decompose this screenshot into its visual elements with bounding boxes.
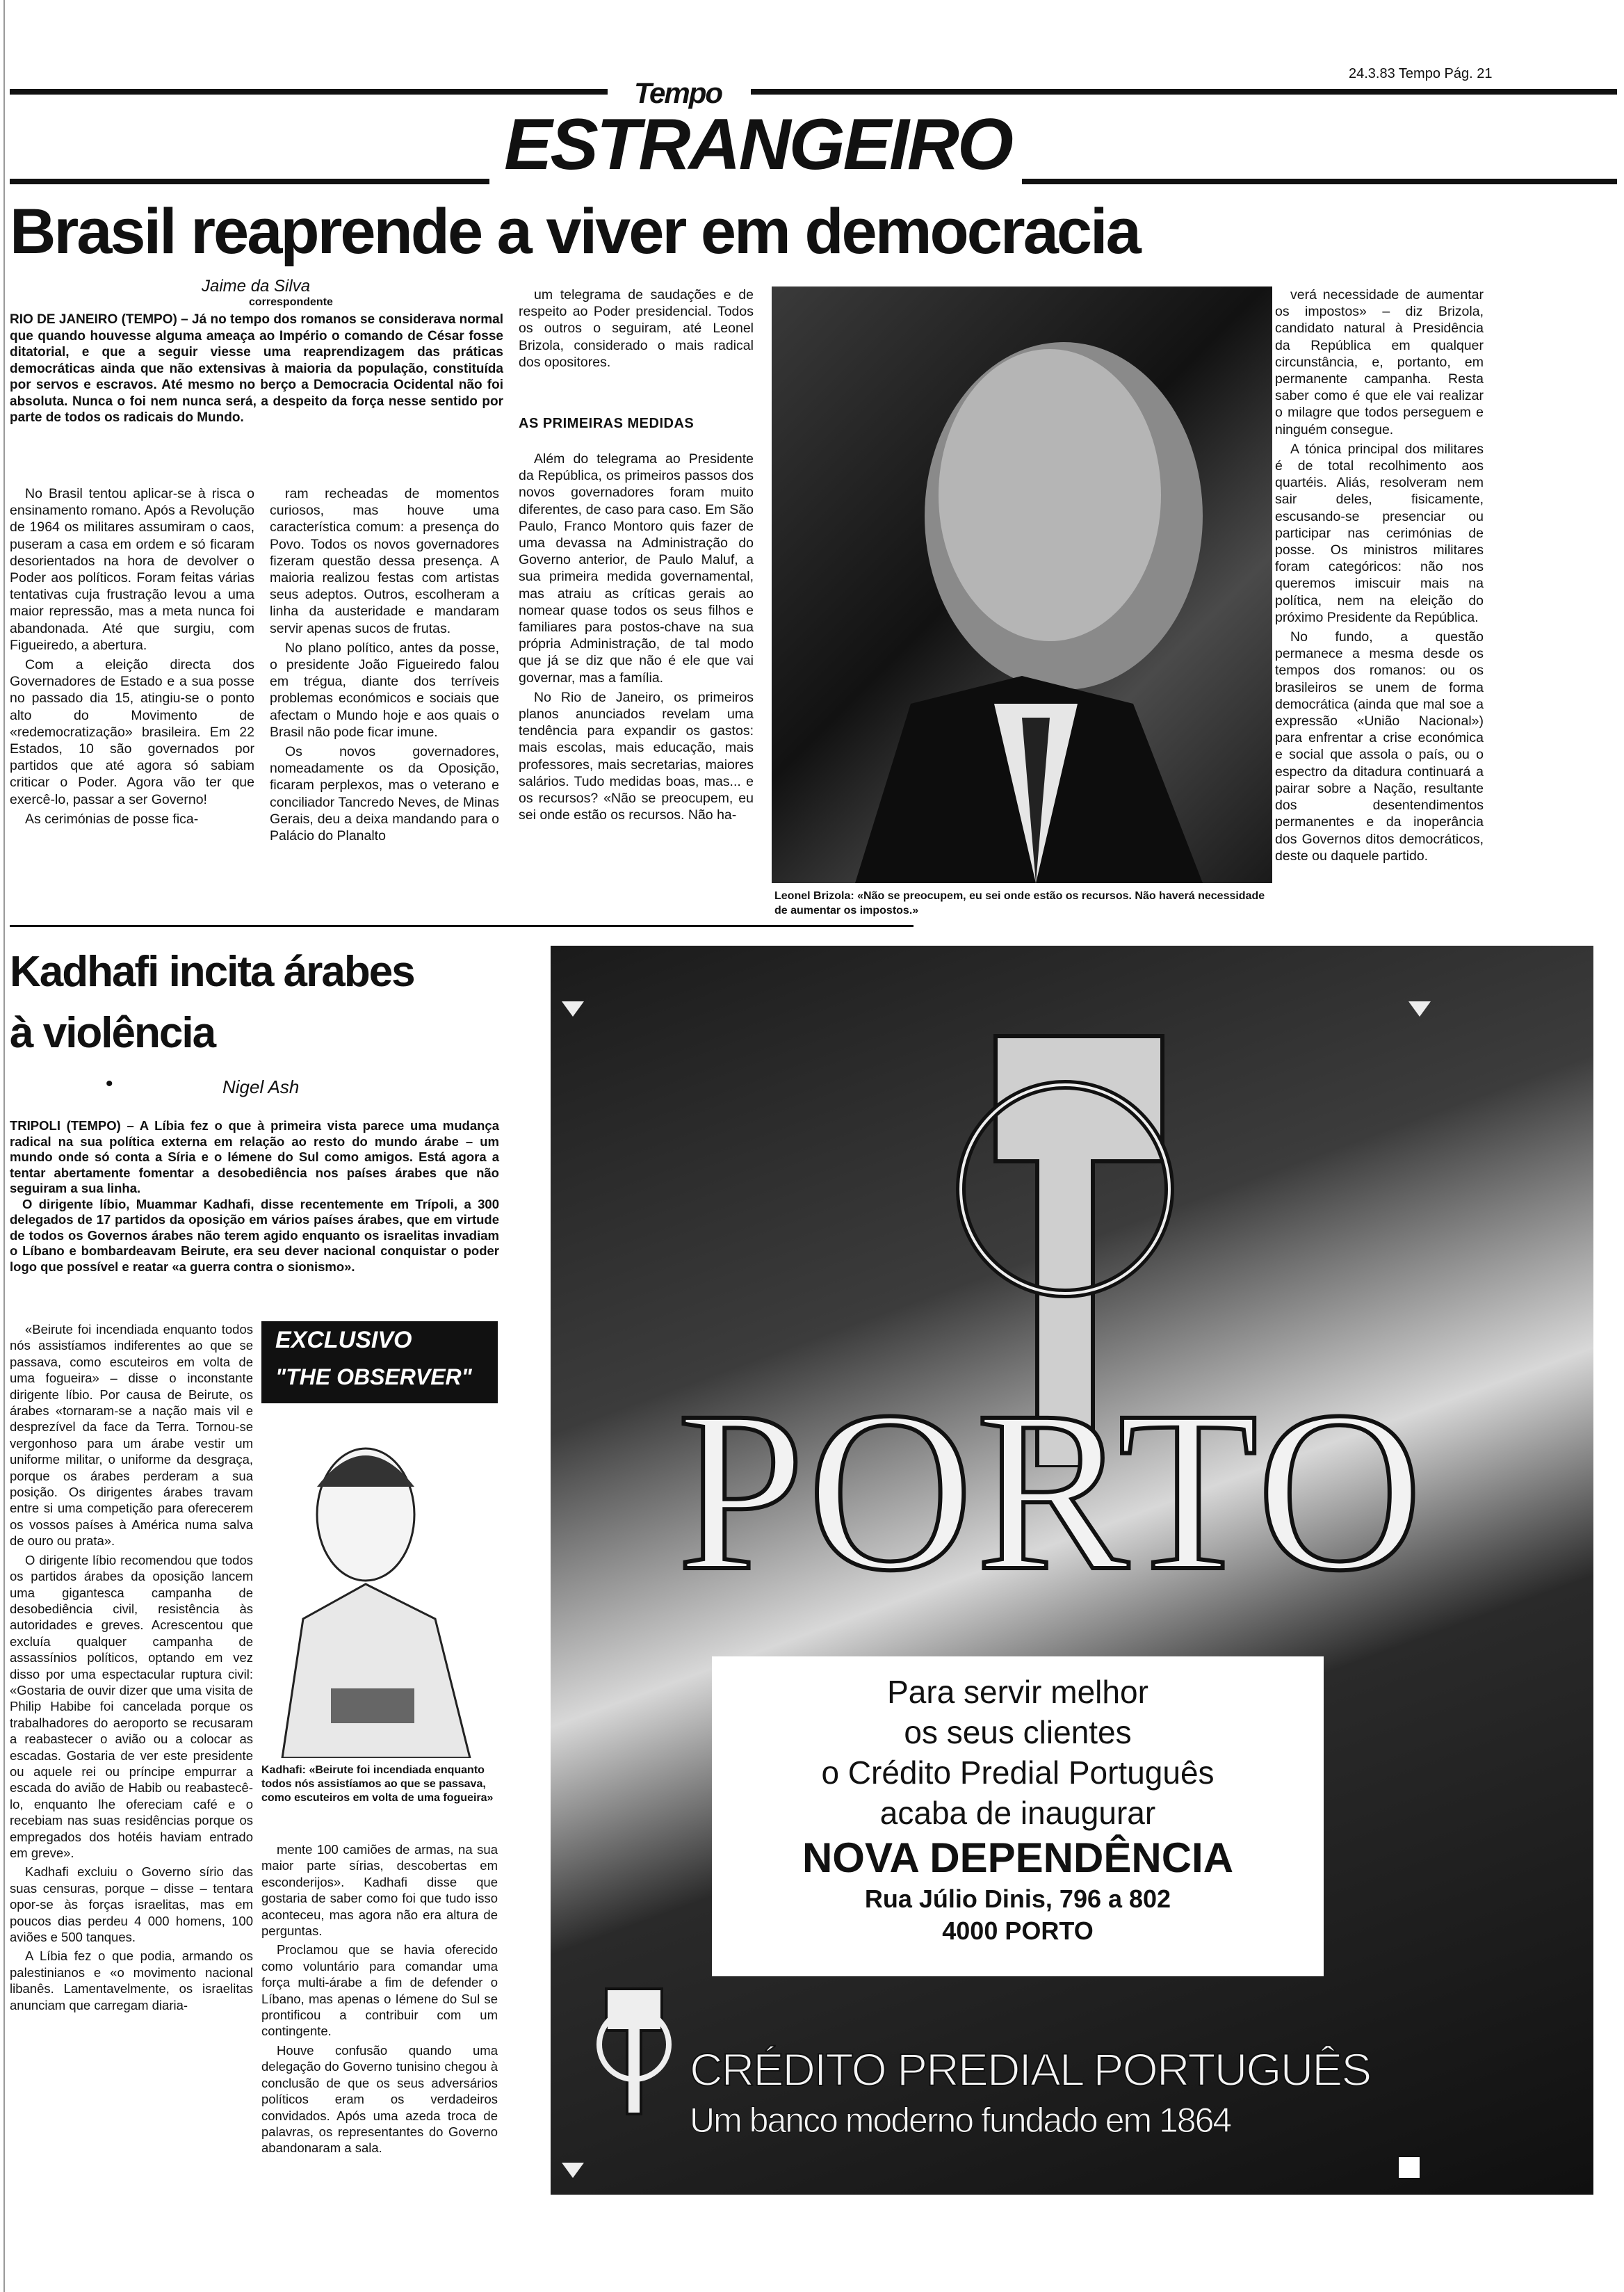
article1-column-1	[10, 485, 254, 830]
ad-corner-marker-tr	[1408, 1001, 1431, 1017]
ad-corner-marker-tl	[562, 1001, 584, 1017]
article2-byline: Nigel Ash	[222, 1076, 300, 1097]
ad-corner-marker-bl	[562, 2163, 584, 2178]
article1-lead	[10, 312, 503, 426]
top-rule-right	[751, 89, 1617, 95]
article2-col1-paragraph: O dirigente líbio recomendou que todos os partidos árabes da oposição lancem uma gigantesca campanha de desobediência civil, resistência às autoridades e greves. Acrescentou que excluía qualquer campanha de assassínios políticos, optando em vez disso por uma espectacular ruptura civil: «Gostaria de ouvir dizer que uma visita de Philip Habibe foi cancelada porque os trabalhadores do aeroporto se recusaram a reabastecer o avião ou a colocar as escadas. Gostaria de ver este presidente ou aquele rei ou príncipe empurrar a escada do avião de Habib ou reabastecê-lo, enquanto lhe ofereciam café e o recebiam nas suas residências porque os empregados dos hotéis haviam entrado em greve».	[10, 1552, 253, 1860]
article1-headline: Brasil reaprende a viver em democracia	[10, 196, 1139, 267]
article1-col2-paragraph: Os novos governadores, nomeadamente os da Oposição, ficaram perplexos, mas o veterano e conciliador Tancredo Neves, de Minas Gerais, deu a deixa mandando para o Palácio do Planalto	[270, 744, 499, 844]
ad-title: PORTO	[676, 1364, 1426, 1618]
article1-col2-paragraph: No plano político, antes da posse, o presidente João Figueiredo falou em trégua, diante dos terríveis problemas económicos e sociais que afectam o Mundo hoje e aos quais o Brasil não pode ficar imune.	[270, 640, 499, 740]
article1-subhead: AS PRIMEIRAS MEDIDAS	[519, 416, 695, 431]
ad-text-line-3: o Crédito Predial Português	[821, 1754, 1215, 1791]
bank-name: CRÉDITO PREDIAL PORTUGUÊS	[690, 2044, 1371, 2095]
article1-col1-paragraph: As cerimónias de posse fica-	[25, 811, 199, 827]
portrait-sketch	[261, 1410, 498, 1758]
article2-col1-paragraph: A Líbia fez o que podia, armando os palestinianos e «o movimento nacional libanês. Lamentavelmente, os israelitas anunciam que carregam diaria-	[10, 1948, 253, 2012]
top-rule-left	[10, 89, 608, 95]
article1-lead-paragraph: RIO DE JANEIRO (TEMPO) – Já no tempo dos romanos se considerava normal que quando houvesse alguma ameaça ao Império o comando de César fosse ditatorial, e que a seguir viesse uma reaprendizagem das práticas democráticas ainda que não extensivas à maioria da população, constituída por servos e escravos. Até mesmo no berço a Democracia Ocidental não foi absoluta. Nunca o foi nem nunca será, a despeito da força nesse sentido por parte de todos os radicais do Mundo.	[10, 312, 503, 425]
the-observer-label: "THE OBSERVER"	[275, 1364, 472, 1389]
article1-column-3-bottom	[519, 451, 754, 826]
section-rule-left	[10, 179, 489, 184]
article1-column-2	[270, 485, 499, 847]
ad-agency-mark-icon	[1397, 2156, 1421, 2179]
ad-container	[551, 946, 1593, 2195]
kadhafi-drawing	[261, 1410, 498, 1758]
article1-col3-paragraph: um telegrama de saudações e de respeito ao Poder presidencial. Todos os outros o seguiram, até Leonel Brizola, considerado o mais radical dos opositores.	[519, 287, 754, 370]
article2-lead	[10, 1118, 499, 1275]
portrait-illustration	[772, 286, 1272, 883]
article1-bottom-rule	[10, 925, 914, 927]
bank-logo-icon	[592, 1982, 676, 2121]
article2-lead-paragraph: TRIPOLI (TEMPO) – A Líbia fez o que à primeira vista parece uma mudança radical na sua política externa em relação ao resto do mundo árabe – um mundo onde só conta a Síria e o Iémene do Sul como amigos. Está agora a tentar abertamente fomentar a desobediência nos países árabes que não seguiram a sua linha.	[10, 1118, 499, 1195]
article2-column-1	[10, 1321, 253, 2016]
ad-text-panel	[712, 1656, 1324, 1976]
article2-lead-paragraph: O dirigente líbio, Muammar Kadhafi, disse recentemente em Trípoli, a 300 delegados de 17 partidos da oposição em vários países árabes, que em virtude de todos os Governos árabes não terem agido enquanto os israelitas invadiam o Líbano e bombardeavam Beirute, era seu dever nacional conquistar o poder logo que possível e reatar «a guerra contra o sionismo».	[10, 1196, 499, 1274]
article2-headline-line-2: à violência	[10, 1009, 216, 1057]
article2-col2-paragraph: Proclamou que se havia oferecido como voluntário para comandar uma força multi-árabe a fim de defender o Líbano, mas apenas o Iémene do Sul se prontificou a contribuir com um contingente.	[261, 1942, 498, 2039]
article1-column-3-top	[519, 286, 754, 373]
article1-column-5	[1275, 286, 1484, 867]
ad-address-2: 4000 PORTO	[942, 1916, 1094, 1945]
ad-text-line-2: os seus clientes	[904, 1714, 1132, 1750]
ad-address-1: Rua Júlio Dinis, 796 a 802	[864, 1885, 1171, 1913]
article1-byline: Jaime da Silva	[202, 277, 311, 296]
article1-col2-paragraph: ram recheadas de momentos curiosos, mas houve uma característica comum: a presença do Povo. Todos os novos governadores fizeram questão dessa presença. A maioria realizou festas com artistas seus adeptos. Outros, escolheram a linha da austeridade e mandaram servir apenas sucos de frutas.	[270, 486, 499, 636]
article2-col1-paragraph: «Beirute foi incendiada enquanto todos nós assistíamos indiferentes ao que se passava, como escuteiros em volta de uma fogueira» – disse o inconstante dirigente líbio. Por causa de Beirute, os árabes «tornaram-se a nação mais vil e desprezível da face da Terra. Tornou-se vergonhoso para um árabe vestir um uniforme militar, o uniforme da desgraça, porque os árabes perderam a sua posição. Os dirigentes árabes travam entre si uma competição para oferecerem os vossos países à América numa salva de ouro ou prata».	[10, 1322, 253, 1549]
article2-col1-paragraph: Kadhafi excluiu o Governo sírio das suas censuras, porque – disse – tentara opor-se às forças israelitas, mas em poucos dias perdeu 4 000 homens, 100 aviões e 500 tanques.	[10, 1864, 253, 1945]
article1-col3-paragraph: No Rio de Janeiro, os primeiros planos anunciados revelam uma tendência para expandir os gastos: mais escolas, mais educação, mais professores, mais secretarias, maiores salários. Tudo medidas boas, mas... e os recursos? «Não se preocupem, eu sei onde estão os recursos. Não ha-	[519, 689, 754, 823]
ad-text-line-4: acaba de inaugurar	[879, 1795, 1156, 1831]
article1-col5-paragraph: verá necessidade de aumentar os impostos» – diz Brizola, candidato natural à Presidência da República em qualquer circunstância, e, portanto, em permanente campanha. Resta saber como é que ele vai realizar o milagre que todos perseguem e ninguém consegue.	[1275, 287, 1484, 437]
article1-col5-paragraph: A tónica principal dos militares é de total recolhimento aos quartéis. Aliás, resolveram nem sair deles, fisicamente, escusando-se presenciar ou participar nas cerimónias de posse. Os ministros militares foram categóricos: não nos queremos imiscuir mais na política, nem na eleição do próximo Presidente da República.	[1275, 441, 1484, 625]
article1-col1-paragraph: No Brasil tentou aplicar-se à risca o ensinamento romano. Após a Revolução de 1964 os militares assumiram o caos, puseram a casa em ordem e só ficaram desorientados na hora de devolver o Poder aos políticos. Foram feitas várias tentativas cuja frustração levou a uma maior repressão, mas a meta nunca foi abandonada. Até que surgiu, com Figueiredo, a abertura.	[10, 486, 254, 653]
brizola-photo-caption: Leonel Brizola: «Não se preocupem, eu sei onde estão os recursos. Não haverá necessidade de aumentar os impostos.»	[774, 890, 1265, 917]
bank-slogan: Um banco moderno fundado em 1864	[690, 2101, 1231, 2140]
tempo-logo-small: Tempo	[633, 76, 722, 109]
section-rule-right	[1022, 179, 1617, 184]
leonel-brizola-photo	[772, 286, 1272, 883]
ad-text-line-1: Para servir melhor	[887, 1674, 1148, 1710]
article1-col5-paragraph: No fundo, a questão permanece a mesma desde os tempos dos romanos: ou os brasileiros se unem de forma democrática (ainda que mal soe a expressão «União Nacional») para enfrentar a crise económica e social que assola o país, ou o espectro da ditadura continuará a pairar sobre a Nação, resultante dos desentendimentos permanentes e da inoperância dos Governos ditos democráticos, deste ou daquele partido.	[1275, 629, 1484, 864]
ad-highlight: NOVA DEPENDÊNCIA	[802, 1834, 1234, 1881]
exclusivo-label: EXCLUSIVO	[275, 1327, 412, 1353]
article2-col2-paragraph: Houve confusão quando uma delegação do Governo tunisino chegou à conclusão de que os seus adversários políticos eram os verdadeiros convidados. Após uma azeda troca de palavras, os representantes do Governo abandonaram a sala.	[261, 2042, 498, 2156]
article1-col1-paragraph: Com a eleição directa dos Governadores de Estado e a sua posse no passado dia 15, atingiu-se o ponto alto do Movimento de «redemocratização» brasileira. Em 22 Estados, 10 são governados por partidos que até agora só sabiam criticar o Poder. Agora vão ter que exercê-lo, passar a ser Governo!	[10, 657, 254, 807]
article2-headline-line-1: Kadhafi incita árabes	[10, 948, 414, 996]
date-page: 24.3.83 Tempo Pág. 21	[1349, 66, 1493, 81]
article1-byline-role: correspondente	[249, 296, 333, 308]
article1-col3-paragraph: Além do telegrama ao Presidente da República, os primeiros passos dos novos governadores foram muito diferentes, de caso para caso. Em São Paulo, Franco Montoro quis fazer de uma devassa na Administração do Governo anterior, de Paulo Maluf, a sua primeira medida governamental, mas atraiu as críticas gerais ao nomear quase todos os seus filhos e familiares para postos-chave na sua própria Administração, de tal modo que já se diz que não é ele que vai governar, mas a família.	[519, 451, 754, 686]
bullet-icon: •	[106, 1072, 113, 1095]
section-title: ESTRANGEIRO	[504, 104, 1012, 185]
article2-col2-paragraph: mente 100 camiões de armas, na sua maior parte sírias, descobertas em esconderijos». Kadhafi disse que gostaria de saber como foi que tudo isso aconteceu, mas agora não era altura de perguntas.	[261, 1842, 498, 1939]
article2-column-2	[261, 1841, 498, 2159]
kadhafi-photo-caption: Kadhafi: «Beirute foi incendiada enquanto todos nós assistíamos ao que se passava, como escuteiros em volta de uma fogueira»	[261, 1764, 494, 1804]
left-margin-rule	[3, 0, 5, 2292]
